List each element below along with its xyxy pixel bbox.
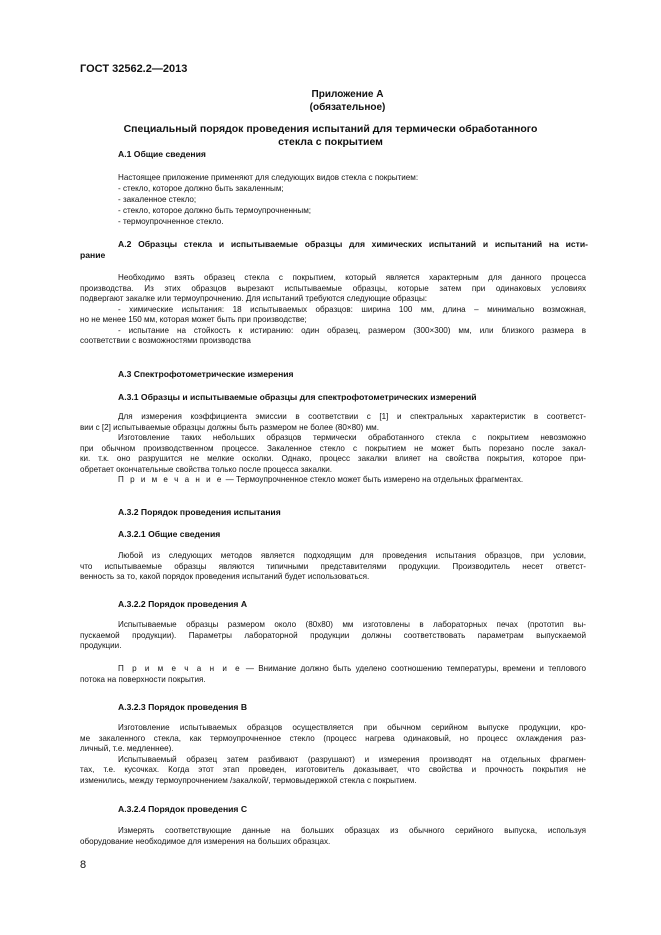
- section-a1-intro: Настоящее приложение применяют для следующих видов стекла с покрытием:: [118, 173, 419, 182]
- paragraph-line: что испытываемые образцы являются типичными представителями продукции. Производитель несет ответст-: [80, 561, 586, 571]
- note-label: П р и м е ч а н и е: [118, 475, 224, 484]
- note-text: потока на поверхности покрытия.: [80, 674, 206, 684]
- paragraph-line: Изготовление таких небольших образцов термически обработанного стекла с покрытием невозможно: [118, 433, 586, 442]
- section-a1-heading: А.1 Общие сведения: [118, 149, 206, 159]
- note-line: [80, 475, 586, 486]
- paragraph-line: вии с [2] испытываемые образцы должны быть размером не более (80×80) мм.: [80, 422, 379, 432]
- annex-status: (обязательное): [309, 102, 386, 113]
- section-a2-heading: [80, 239, 588, 261]
- section-a324-paragraph: [80, 826, 586, 847]
- paragraph-line: - химические испытания: 18 испытываемых образцов: ширина 100 мм, длина – минимально возможная,: [118, 304, 586, 314]
- list-item: - стекло, которое должно быть термоупрочненным;: [118, 206, 312, 215]
- section-a323-heading: А.3.2.3 Порядок проведения В: [118, 702, 248, 712]
- section-a322-paragraph: [80, 620, 586, 652]
- section-a321-paragraph: [80, 551, 586, 583]
- paragraph-line: ки. т.к. оно разрушится не мелкие осколки. Однако, процесс закалки влияет на свойства покрытия, которое при-: [80, 454, 586, 463]
- annex-heading-line1: Специальный порядок проведения испытаний для термически обработанного: [123, 123, 538, 135]
- paragraph-line: Любой из следующих методов является подходящим для проведения испытания образцов, при условии,: [118, 551, 586, 560]
- paragraph-line: Необходимо взять образец стекла с покрытием, который является характерным для данного процесса: [118, 273, 586, 282]
- paragraph-line: тах, т.е. кусочках. Когда этот этап проведен, изготовитель доказывает, что свойства и прочность покрытия не: [80, 765, 586, 774]
- paragraph-line: Испытываемый образец затем разбивают (разрушают) и измерения производят на отдельных фрагмен-: [118, 754, 586, 764]
- paragraph-line: производства. Из этих образцов вырезают испытываемые образцы, которые затем при одинаковых условиях: [80, 283, 586, 293]
- section-a2-heading-line2: рание: [80, 250, 106, 260]
- paragraph-line: Для измерения коэффициента эмиссии в соответствии с [1] и спектральных характеристик в соответст-: [118, 412, 586, 421]
- page-number: 8: [80, 859, 87, 871]
- paragraph-line: пускаемой продукции). Параметры лабораторной продукции должны соответствовать параметрам выпускаемой: [80, 630, 586, 640]
- note-line: [80, 664, 586, 675]
- paragraph-line: подвергают закалке или термоупрочнению. Для испытаний требуются следующие образцы:: [80, 294, 428, 303]
- section-a2-heading-line1: А.2 Образцы стекла и испытываемые образцы для химических испытаний и испытаний на исти-: [118, 239, 588, 249]
- section-a3-heading: А.3 Спектрофотометрические измерения: [118, 369, 294, 379]
- paragraph-line: - испытание на стойкость к истиранию: один образец, размером (300×300) мм, или близкого размера в: [118, 325, 586, 335]
- section-a31-heading: А.3.1 Образцы и испытываемые образцы для спектрофотометрических измерений: [118, 392, 477, 402]
- section-a322-heading: А.3.2.2 Порядок проведения А: [118, 599, 248, 609]
- paragraph-line: личный, т.е. медленнее).: [80, 744, 174, 753]
- paragraph-line: при обычном производственном процессе. Закаленное стекло с покрытием не может быть порезано после закал-: [80, 443, 586, 453]
- annex-heading: [0, 123, 661, 149]
- paragraph-line: продукции.: [80, 641, 122, 650]
- note-label: П р и м е ч а н и е: [118, 664, 242, 673]
- paragraph-line: но не менее 150 мм, которая может быть при производстве;: [80, 315, 307, 324]
- section-a321-heading: А.3.2.1 Общие сведения: [118, 529, 221, 539]
- section-a31-paragraph: [80, 412, 586, 486]
- section-a322-note: [80, 664, 586, 685]
- annex-label: [0, 88, 661, 114]
- note-text: — Термоупрочненное стекло может быть измерено на отдельных фрагментах.: [223, 475, 524, 484]
- annex-title: Приложение А: [311, 89, 384, 100]
- section-a32-heading: А.3.2 Порядок проведения испытания: [118, 507, 281, 517]
- section-a2-paragraph: [80, 273, 586, 347]
- list-item: - стекло, которое должно быть закаленным;: [118, 184, 284, 193]
- paragraph-line: ме закаленного стекла, как термоупрочненное стекло (процесс нагрева одинаковый, но процесс охлаждения раз-: [80, 733, 586, 743]
- paragraph-line: венность за то, какой порядок проведения испытаний будет использоваться.: [80, 572, 370, 581]
- list-item: - термоупрочненное стекло.: [118, 217, 224, 226]
- paragraph-line: изменились, между термоупрочнением /закалкой/, термовыдержкой стекла с покрытием.: [80, 775, 417, 785]
- list-item: - закаленное стекло;: [118, 195, 197, 204]
- document-code-header: ГОСТ 32562.2—2013: [80, 63, 188, 75]
- section-a324-heading: А.3.2.4 Порядок проведения С: [118, 804, 248, 814]
- paragraph-line: соответствии с возможностями производства: [80, 336, 251, 345]
- paragraph-line: оборудование необходимое для измерения на больших образцах.: [80, 836, 331, 846]
- paragraph-line: обретает окончательные свойства только после процесса закалки.: [80, 464, 333, 474]
- annex-heading-line2: стекла с покрытием: [278, 136, 383, 148]
- paragraph-line: Изготовление испытываемых образцов осуществляется при обычном серийном выпуске продукции, кро-: [118, 723, 586, 732]
- paragraph-line: Испытываемые образцы размером около (80х80) мм изготовлены в лабораторных печах (прототип вы-: [118, 620, 586, 629]
- note-text: — Внимание должно быть уделено соотношению температуры, времени и теплового: [241, 664, 586, 673]
- section-a323-paragraph: [80, 723, 586, 786]
- paragraph-line: Измерять соответствующие данные на больших образцах из обычного серийного выпуска, используя: [118, 826, 586, 835]
